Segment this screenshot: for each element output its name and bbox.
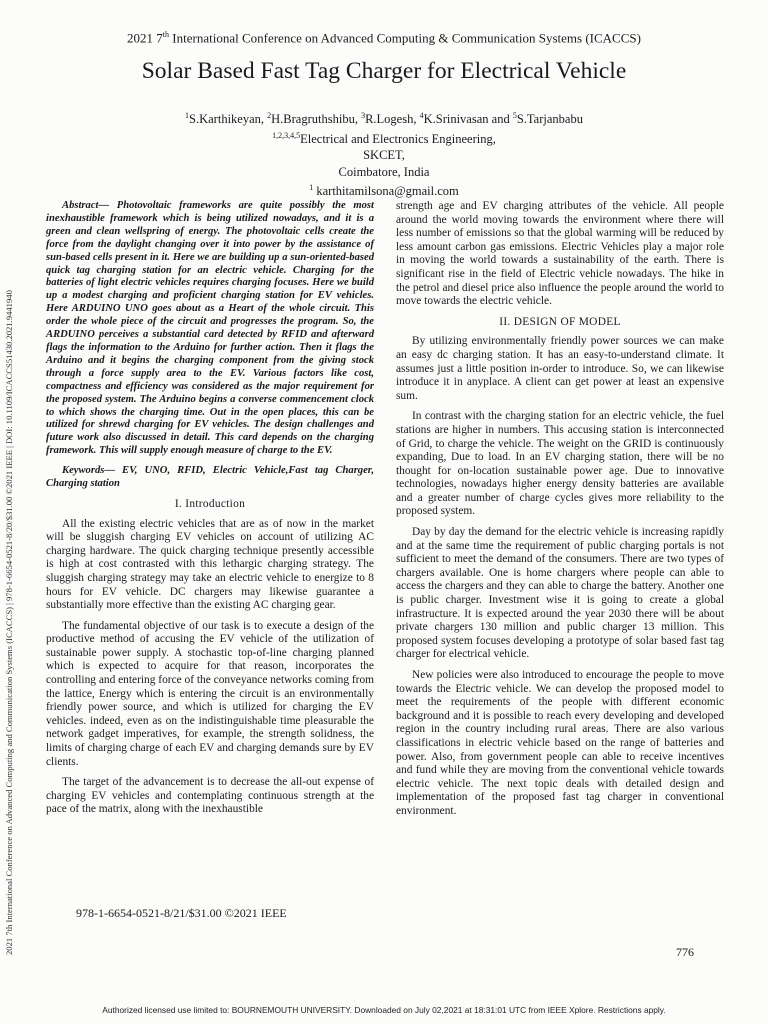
authorized-use-notice: Authorized licensed use limited to: BOURNEMOUTH UNIVERSITY. Downloaded on July 02,2021 at 18:31:01 UTC from IEEE Xplore. Restrictions apply.	[102, 1005, 666, 1015]
author-department: $^{1,2,3,4,5}$Electrical and Electronics Engineering,	[272, 130, 496, 146]
intro-paragraph: All the existing electric vehicles that are as of now in the market will be sluggish charging EV vehicles on account of utilizing AC charging hardware. The quick charging technique presently accessible is high at cost contrasted with this lethargic charging strategy. The sluggish charging strategy may take an electric vehicle to energize to 8 hours for EV vehicle. DC chargers may likewise guarantee a substantially more effective than the existing AC charging gear.	[46, 517, 374, 612]
section-heading-design: II. DESIGN OF MODEL	[499, 315, 621, 328]
intro-paragraph: The target of the advancement is to decrease the all-out expense of charging EV vehicles and contemplating continuous strength at the pace of the matrix, along with the inexhaustible	[46, 776, 374, 816]
author-block	[0, 108, 768, 200]
section-heading-introduction: I. Introduction	[174, 497, 246, 510]
author-institution: SKCET,	[363, 148, 405, 163]
paper-title: Solar Based Fast Tag Charger for Electrical Vehicle	[141, 58, 627, 84]
conference-header: 2021 7th International Conference on Advanced Computing & Communication Systems (ICACCS)	[127, 30, 641, 46]
right-column	[396, 200, 724, 826]
design-paragraph: New policies were also introduced to encourage the people to move towards the Electric vehicle. We can develop the proposed model to meet the requirements of the people with different economic background and it is possible to reach every developing and developed region in the country including rural areas. There are also various classifications in electric vehicle based on the range of batteries and power. Also, from government people can able to receive incentives and fund while they are moving from the conventional vehicle towards electric vehicle. The next topic deals with detailed design and implementation of the proposed fast tag charger in conventional environment.	[396, 669, 724, 817]
intro-continuation: strength age and EV charging attributes of the vehicle. All people around the world moving towards the environment where there will less number of emissions so that the global warming will be reduced by less amount carbon gas emissions. Electric Vehicles play a major role in moving the world towards a sustainability of the earth. There is significant rise in the field of Electric vehicle nowadays. The hike in the petrol and diesel price also influence the people around the world to move towards the electric vehicle.	[396, 200, 724, 308]
author-email: $^1$ karthitamilsona@gmail.com	[309, 183, 459, 199]
abstract: Abstract— Photovoltaic frameworks are quite possibly the most inexhaustible framework which is being utilized nowadays, and it is a green and clean wellspring of energy. The photovoltaic cells create the force from the daylight changing over it into power by the assistance of sun-based cells present in it. Here we are building up a sun-oriented-based quick tag charging station for an electric vehicle. Charging for the batteries of light electric vehicles requires charging focuses. Here we build up a modest charging and proficient charging station for EV vehicles. Here ARDUINO UNO goes about as a Heart of the whole circuit. This order the whole piece of the circuit and progresses the program. So, the ARDUINO perceives a substantial card detected by RFID and afterward flags the information to the Arduino for further action. Then it flags the Arduino and it begins the charging component from the giving stock through a force supply area to the EV. Various factors like cost, compactness and efficiency was considered as the major requirement for the proposed system. The Arduino begins a converse commencement clock to which shows the charging time. Out in the open places, this can be utilized for shrewd charging for EV vehicles. The design challenges and future work also discussed in detail. This card depends on the charging framework. This will supply enough measure of charge to the EV.	[46, 200, 374, 457]
page-number: 776	[676, 945, 694, 959]
author-names: $^1$S.Karthikeyan, $^2$H.Bragruthshibu, $^3$R.Logesh, $^4$K.Srinivasan and $^5$S.Tarjanbabu	[185, 111, 583, 127]
design-paragraph: In contrast with the charging station for an electric vehicle, the fuel stations are higher in numbers. This accusing station is interconnected of Grid, to charge the vehicle. The weight on the GRID is continuously expanding, Due to load. In an EV charging station, there will be no thought for on-location sustainable power age. Due to innovative technologies, nowadays higher energy density batteries are available and a greater number of charge cycles gives more reliability to the proposed system.	[396, 410, 724, 518]
design-paragraph: By utilizing environmentally friendly power sources we can make an easy dc charging station. It has an easy-to-understand climate. It assumes just a little position in-order to introduce. So, we can likewise introduce it in anyplace. A client can get power at least an expensive sum.	[396, 335, 724, 402]
design-paragraph: Day by day the demand for the electric vehicle is increasing rapidly and at the same time the requirement of public charging portals is not sufficient to meet the demand of the consumers. There are two types of chargers available. One is home chargers where people can able to access the chargers and they can able to charge the battery. Another one is public charger. Investment wise it is going to create a global infrastructure. It is expected around the year 2030 there will be about private chargers 130 million and public charger 13 million. This proposed system focuses developing a prototype of solar based fast tag charger for electrical vehicle.	[396, 526, 724, 661]
left-column	[46, 200, 374, 824]
keywords: Keywords— EV, UNO, RFID, Electric Vehicle,Fast tag Charger, Charging station	[46, 465, 374, 490]
side-margin-citation: 2021 7th International Conference on Advanced Computing and Communication Systems (ICACCS) | 978-1-6654-0521-8/20/$31.00 ©2021 IEEE | DOI: 10.1109/ICACCS51430.2021.9441940	[4, 290, 14, 955]
author-location: Coimbatore, India	[338, 164, 430, 179]
copyright-footnote: 978-1-6654-0521-8/21/$31.00 ©2021 IEEE	[76, 906, 287, 920]
intro-paragraph: The fundamental objective of our task is to execute a design of the productive method of accusing the EV vehicle of the utilization of sustainable power supply. A stochastic top-of-line charging planned which is expected to acquire for that reason, incorporates the controlling and entering force of the conveyance networks coming from the lattice, Energy which is entering the circuit is an environmentally friendly power source, and which is utilized for charging the EV vehicles. indeed, even as on the indistinguishable time pleasurable the network gadget imperatives, for example, the strength solidness, the limits of charging charge of each EV and charging demands sure by EV clients.	[46, 619, 374, 768]
